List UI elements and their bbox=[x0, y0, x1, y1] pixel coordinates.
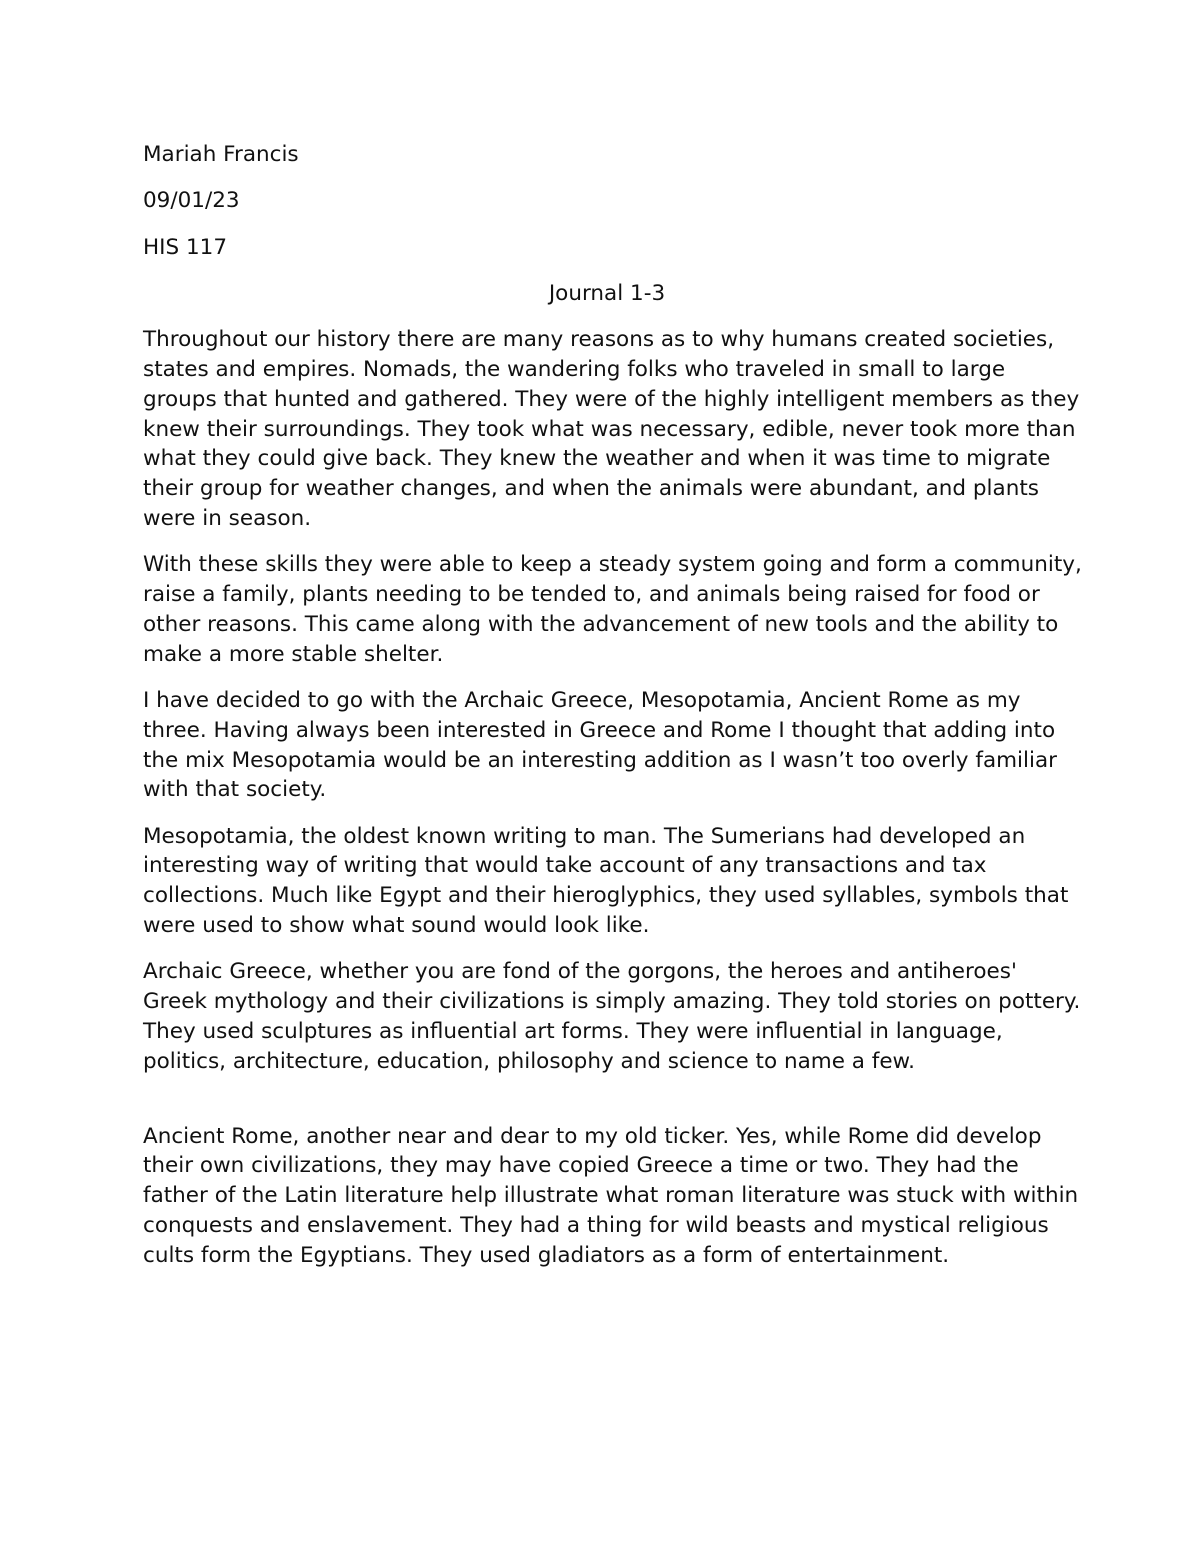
author-name: Mariah Francis bbox=[143, 142, 299, 167]
course-code: HIS 117 bbox=[143, 234, 228, 260]
paragraph-mesopotamia: Mesopotamia, the oldest known writing to man. The Sumerians had developed an interesting way of writing that would take account of any transactions and tax collections. Much like Egypt and their hieroglyphics, they used syllables, symbols that were used to show what sound would look like. bbox=[143, 823, 1069, 939]
paragraph-nomads: Throughout our history there are many reasons as to why humans created societies, states and empires. Nomads, the wandering folks who traveled in small to large groups that hunted and gathered. They were of the highly intelligent members as they knew their surroundings. They took what was necessary, edible, never took more than what they could give back. They knew the weather and when it was time to migrate their group for weather changes, and when the animals were abundant, and plants were in season. bbox=[143, 327, 1080, 531]
document-title: Journal 1-3 bbox=[548, 280, 666, 306]
paragraph-skills: With these skills they were able to keep a steady system going and form a community, raise a family, plants needing to be tended to, and animals being raised for food or other reasons. This came along with the advancement of new tools and the ability to make a more stable shelter. bbox=[143, 552, 1082, 667]
paragraph-choice: I have decided to go with the Archaic Greece, Mesopotamia, Ancient Rome as my three. Having always been interested in Greece and Rome I thought that adding into the mix Mesopotamia would be an interesting addition as I wasn’t too overly familiar with that society. bbox=[143, 687, 1057, 803]
paragraph-ancient-rome: Ancient Rome, another near and dear to my old ticker. Yes, while Rome did develop their own civilizations, they may have copied Greece a time or two. They had the father of the Latin literature help illustrate what roman literature was stuck with within conquests and enslavement. They had a thing for wild beasts and mystical religious cults form the Egyptians. They used gladiators as a form of entertainment. bbox=[143, 1123, 1079, 1268]
document-body bbox=[143, 140, 1083, 1287]
document-date: 09/01/23 bbox=[143, 188, 240, 214]
paragraph-archaic-greece: Archaic Greece, whether you are fond of the gorgons, the heroes and antiheroes' Greek mythology and their civilizations is simply amazing. They told stories on pottery. They used sculptures as influential art forms. They were influential in language, politics, architecture, education, philosophy and science to name a few. bbox=[143, 959, 1081, 1074]
